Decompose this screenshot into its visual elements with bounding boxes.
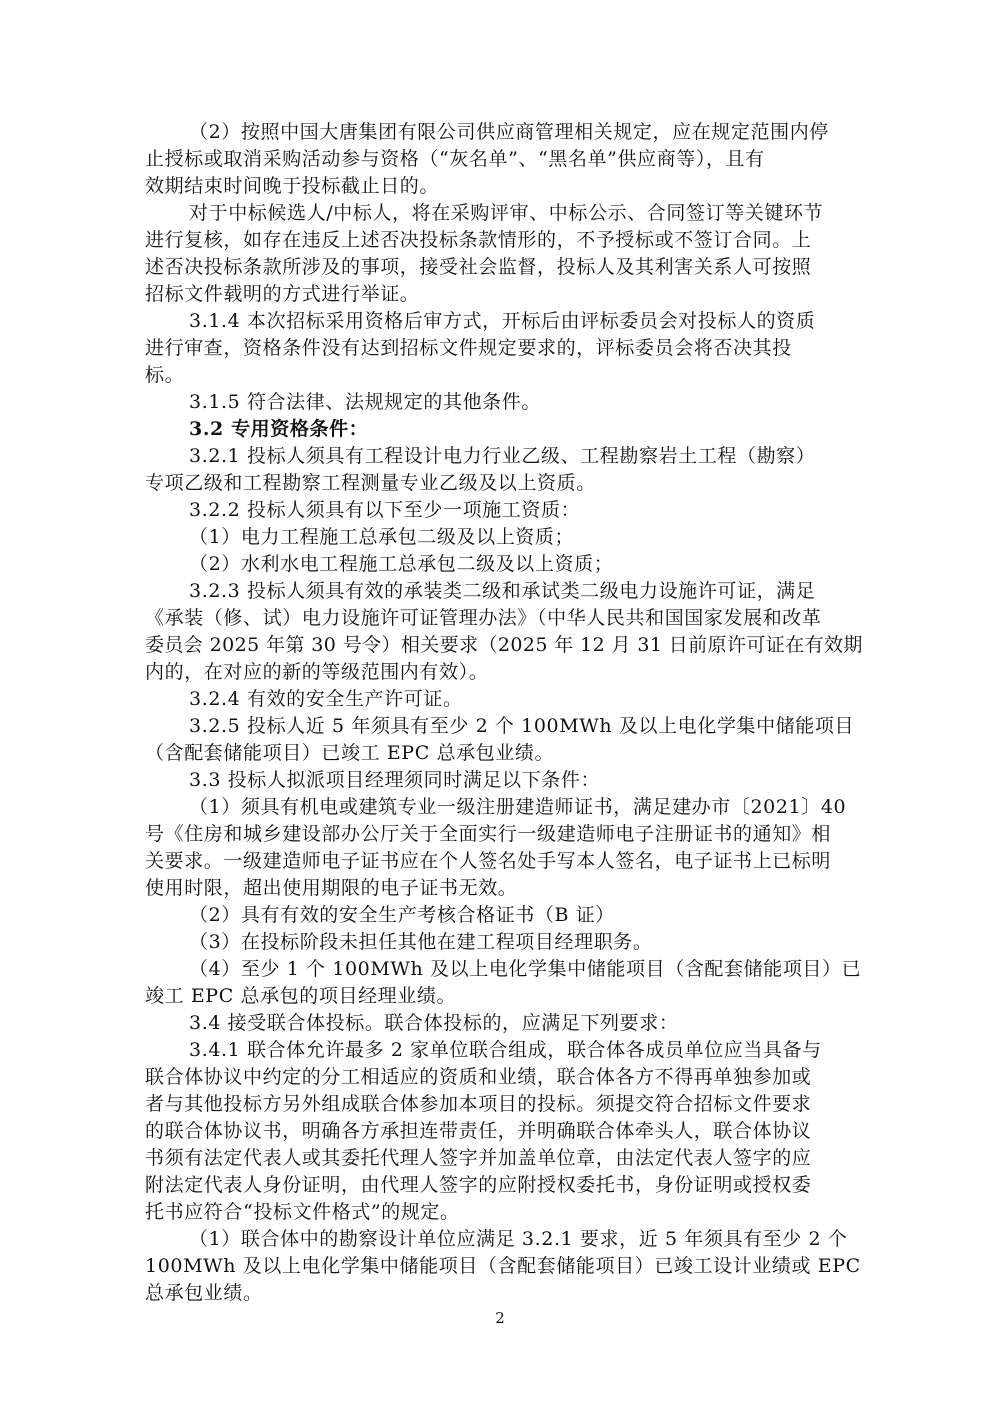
text-line: （3）在投标阶段未担任其他在建工程项目经理职务。 xyxy=(189,931,653,953)
text-line: （2）按照中国大唐集团有限公司供应商管理相关规定，应在规定范围内停 xyxy=(189,121,829,143)
text-line: 的联合体协议书，明确各方承担连带责任，并明确联合体牵头人，联合体协议 xyxy=(145,1120,812,1142)
text-line: 3.4.1 联合体允许最多 2 家单位联合组成，联合体各成员单位应当具备与 xyxy=(189,1039,822,1061)
text-line: 附法定代表人身份证明，由代理人签字的应附授权委托书，身份证明或授权委 xyxy=(145,1174,812,1196)
text-line: 《承装（修、试）电力设施许可证管理办法》（中华人民共和国国家发展和改革 xyxy=(145,607,822,629)
text-line: 书须有法定代表人或其委托代理人签字并加盖单位章，由法定代表人签字的应 xyxy=(145,1147,812,1169)
text-line: 述否决投标条款所涉及的事项，接受社会监督，投标人及其利害关系人可按照 xyxy=(145,256,812,278)
text-line: 3.2.1 投标人须具有工程设计电力行业乙级、工程勘察岩土工程（勘察） xyxy=(189,445,816,467)
text-line: 招标文件载明的方式进行举证。 xyxy=(145,283,420,305)
text-line: 总承包业绩。 xyxy=(145,1282,263,1304)
text-line: 效期结束时间晚于投标截止日的。 xyxy=(145,175,440,197)
section-heading: 3.2 专用资格条件： xyxy=(189,418,369,440)
page-number: 2 xyxy=(495,1309,505,1327)
text-line: （1）电力工程施工总承包二级及以上资质； xyxy=(189,526,575,548)
text-line: （1）联合体中的勘察设计单位应满足 3.2.1 要求，近 5 年须具有至少 2 个 xyxy=(189,1228,848,1250)
text-line: 进行审查，资格条件没有达到招标文件规定要求的，评标委员会将否决其投 xyxy=(145,337,792,359)
text-line: 100MWh 及以上电化学集中储能项目（含配套储能项目）已竣工设计业绩或 EPC xyxy=(145,1255,861,1277)
text-line: 进行复核，如存在违反上述否决投标条款情形的，不予授标或不签订合同。上 xyxy=(145,229,812,251)
text-line: 3.2.3 投标人须具有效的承装类二级和承试类二级电力设施许可证，满足 xyxy=(189,580,816,602)
document-body xyxy=(145,119,865,1307)
text-line: 3.3 投标人拟派项目经理须同时满足以下条件： xyxy=(189,769,601,791)
text-line: 委员会 2025 年第 30 号令）相关要求（2025 年 12 月 31 日前原许可证在有效期 xyxy=(145,634,863,656)
text-line: 止授标或取消采购活动参与资格（“灰名单”、“黑名单”供应商等），且有 xyxy=(145,148,765,170)
text-line: 关要求。一级建造师电子证书应在个人签名处手写本人签名，电子证书上已标明 xyxy=(145,850,832,872)
text-line: 联合体协议中约定的分工相适应的资质和业绩，联合体各方不得再单独参加或 xyxy=(145,1066,812,1088)
text-line: 3.2.2 投标人须具有以下至少一项施工资质： xyxy=(189,499,581,521)
text-line: 3.2.5 投标人近 5 年须具有至少 2 个 100MWh 及以上电化学集中储能项目 xyxy=(189,715,855,737)
text-line: 3.4 接受联合体投标。联合体投标的，应满足下列要求： xyxy=(189,1012,679,1034)
text-line: 标。 xyxy=(145,364,185,386)
text-line: 3.2.4 有效的安全生产许可证。 xyxy=(189,688,463,710)
text-line: 使用时限，超出使用期限的电子证书无效。 xyxy=(145,877,518,899)
text-line: 者与其他投标方另外组成联合体参加本项目的投标。须提交符合招标文件要求 xyxy=(145,1093,812,1115)
text-line: （4）至少 1 个 100MWh 及以上电化学集中储能项目（含配套储能项目）已 xyxy=(189,958,862,980)
text-line: （2）水利水电工程施工总承包二级及以上资质； xyxy=(189,553,614,575)
text-line: 专项乙级和工程勘察工程测量专业乙级及以上资质。 xyxy=(145,472,596,494)
text-line: （含配套储能项目）已竣工 EPC 总承包业绩。 xyxy=(145,742,555,764)
text-line: 对于中标候选人/中标人，将在采购评审、中标公示、合同签订等关键环节 xyxy=(189,202,824,224)
text-line: 托书应符合“投标文件格式”的规定。 xyxy=(145,1201,460,1223)
text-line: 号《住房和城乡建设部办公厅关于全面实行一级建造师电子注册证书的通知》相 xyxy=(145,823,832,845)
text-line: （1）须具有机电或建筑专业一级注册建造师证书，满足建办市〔2021〕40 xyxy=(189,796,847,818)
text-line: （2）具有有效的安全生产考核合格证书（B 证） xyxy=(189,904,615,926)
text-line: 3.1.5 符合法律、法规规定的其他条件。 xyxy=(189,391,541,413)
text-line: 内的，在对应的新的等级范围内有效）。 xyxy=(145,661,489,683)
text-line: 竣工 EPC 总承包的项目经理业绩。 xyxy=(145,985,457,1007)
text-line: 3.1.4 本次招标采用资格后审方式，开标后由评标委员会对投标人的资质 xyxy=(189,310,816,332)
